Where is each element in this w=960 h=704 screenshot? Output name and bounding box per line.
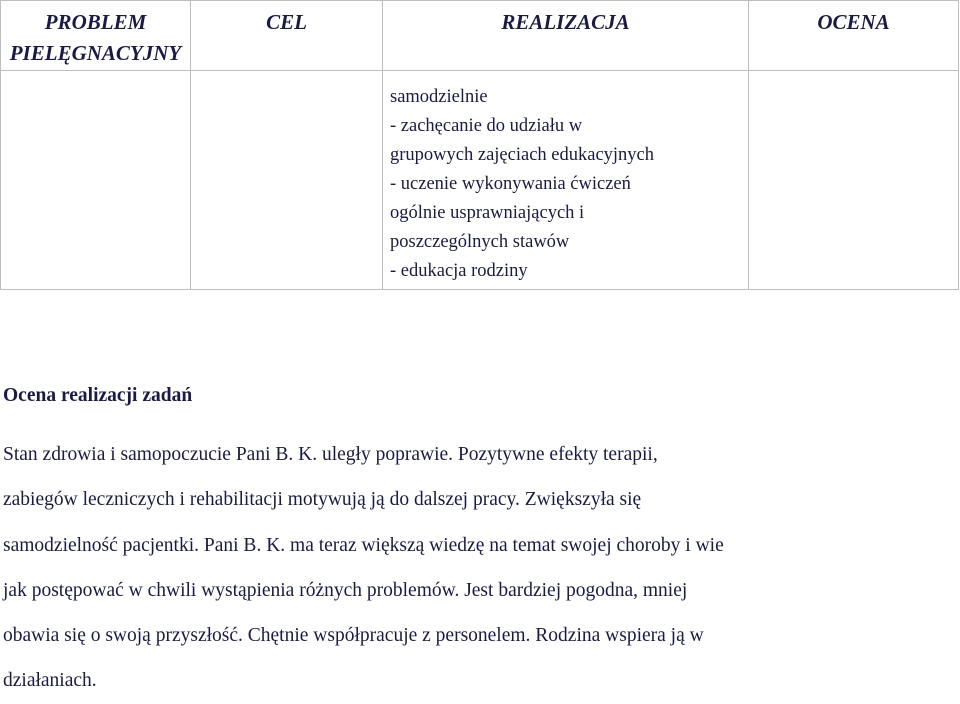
realizacja-line: - zachęcanie do udziału w	[390, 116, 583, 136]
evaluation-paragraph	[3, 432, 958, 704]
evaluation-line: samodzielność pacjentki. Pani B. K. ma teraz większą wiedzę na temat swojej choroby i wie	[3, 534, 724, 556]
evaluation-line: Stan zdrowia i samopoczucie Pani B. K. uległy poprawie. Pozytywne efekty terapii,	[3, 444, 658, 465]
care-plan-table	[0, 0, 959, 290]
cell-problem	[1, 71, 191, 290]
realizacja-line: - edukacja rodziny	[390, 261, 528, 281]
evaluation-line: zabiegów leczniczych i rehabilitacji motywują ją do dalszej pracy. Zwiększyła się	[3, 489, 642, 511]
cell-realizacja	[383, 71, 749, 290]
cell-ocena	[749, 71, 959, 290]
realizacja-line: samodzielnie	[390, 87, 488, 107]
realizacja-line: - uczenie wykonywania ćwiczeń	[390, 174, 631, 194]
header-ocena	[749, 1, 959, 71]
evaluation-line: działaniach.	[3, 670, 97, 692]
header-cel-label: CEL	[266, 10, 307, 34]
cell-cel	[191, 71, 383, 290]
table-row	[1, 71, 959, 290]
realizacja-line: poszczególnych stawów	[390, 232, 570, 252]
header-ocena-label: OCENA	[817, 10, 890, 34]
header-realizacja-label: REALIZACJA	[501, 10, 630, 34]
header-realizacja	[383, 1, 749, 71]
evaluation-line: obawia się o swoją przyszłość. Chętnie współpracuje z personelem. Rodzina wspiera ją w	[3, 625, 704, 647]
evaluation-heading: Ocena realizacji zadań	[3, 385, 193, 406]
evaluation-line: jak postępować w chwili wystąpienia różnych problemów. Jest bardziej pogodna, mniej	[3, 579, 688, 601]
header-cel	[191, 1, 383, 71]
header-problem	[1, 1, 191, 71]
realizacja-line: grupowych zajęciach edukacyjnych	[390, 145, 655, 165]
realizacja-list	[383, 71, 748, 286]
header-problem-line2: PIELĘGNACYJNY	[9, 41, 182, 65]
table-header-row	[1, 1, 959, 71]
realizacja-line: ogólnie usprawniających i	[390, 203, 585, 223]
header-problem-line1: PROBLEM	[44, 10, 147, 34]
